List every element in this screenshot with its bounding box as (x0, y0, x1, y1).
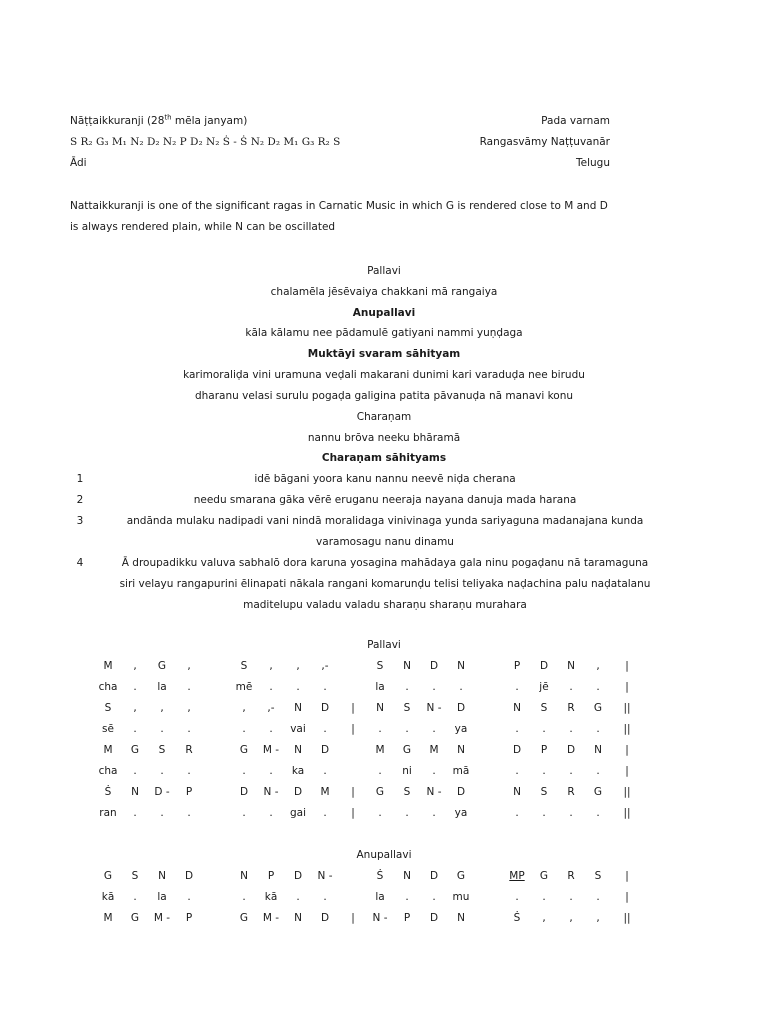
notation-cell: . (378, 723, 382, 735)
notation-cell: . (160, 765, 164, 777)
notation-cell: . (242, 807, 246, 819)
notation-cell: , (160, 702, 164, 714)
notation-cell: M (429, 744, 439, 756)
notation-cell: N (294, 912, 302, 924)
notation-cell: N (594, 744, 602, 756)
sahityam-line: needu smarana gāka vērē eruganu neeraja nayana danuja mada harana (193, 494, 577, 506)
notation-cell: . (569, 723, 573, 735)
notation-cell: sē (102, 723, 114, 735)
notation-cell: | (625, 681, 629, 693)
notation-cell: . (596, 681, 600, 693)
notation-cell: . (542, 765, 546, 777)
notation-cell: , (187, 702, 191, 714)
sahityam-number: 4 (76, 557, 84, 569)
lyric-line: Charaṇam (356, 411, 412, 423)
notation-cell: G (130, 744, 140, 756)
notation-cell: G (239, 744, 249, 756)
notation-cell: G (456, 870, 466, 882)
notation-cell: R (185, 744, 193, 756)
notation-cell: la (375, 681, 385, 693)
notation-cell: S (540, 702, 548, 714)
lyric-line: kāla kālamu nee pādamulē gatiyani nammi yuṇḍaga (245, 327, 523, 339)
notation-cell: . (432, 891, 436, 903)
notation-cell: N (240, 870, 248, 882)
notation-cell: . (323, 891, 327, 903)
notation-cell: G (103, 870, 113, 882)
sahityam-number: 2 (76, 494, 84, 506)
notation-cell: . (405, 891, 409, 903)
raga-scale: S R₂ G₃ M₁ N₂ D₂ N₂ P D₂ N₂ Ṡ - Ṡ N₂ D₂ M₁ G₃ R₂ S (70, 136, 341, 148)
notation-cell: R (567, 786, 575, 798)
notation-cell: | (351, 807, 355, 819)
notation-cell: . (569, 807, 573, 819)
notation-cell: . (160, 807, 164, 819)
lyric-line: Pallavi (367, 265, 401, 277)
notation-cell: cha (98, 681, 118, 693)
notation-cell: . (187, 891, 191, 903)
notation-cell: Ṡ (376, 870, 384, 882)
notation-cell: M (103, 744, 113, 756)
notation-cell: G (402, 744, 412, 756)
notation-cell: S (240, 660, 248, 672)
notation-cell: S (403, 786, 411, 798)
notation-cell: ran (99, 807, 117, 819)
notation-cell: G (375, 786, 385, 798)
notation-cell: || (623, 702, 631, 714)
notation-cell: . (187, 681, 191, 693)
notation-cell: . (296, 891, 300, 903)
notation-cell: . (269, 681, 273, 693)
notation-cell: . (542, 723, 546, 735)
notation-cell: la (375, 891, 385, 903)
notation-cell: . (133, 681, 137, 693)
raga-title-sup: th (164, 113, 172, 122)
notation-cell: . (432, 681, 436, 693)
notation-cell: D (239, 786, 249, 798)
notation-cell: D (456, 702, 466, 714)
lyric-line: Muktāyi svaram sāhityam (307, 348, 461, 360)
raga-title (70, 114, 247, 128)
notation-cell: N (513, 786, 521, 798)
notation-cell: . (269, 723, 273, 735)
notation-cell: D (456, 786, 466, 798)
notation-cell: vai (290, 723, 306, 735)
notation-cell: | (351, 786, 355, 798)
notation-cell: . (569, 681, 573, 693)
notation-cell: G (539, 870, 549, 882)
notation-cell: D - (154, 786, 170, 798)
sahityam-number: 3 (76, 515, 84, 527)
lyric-line: dharanu velasi surulu pogaḍa galigina patita pāvanuḍa nā manavi konu (194, 390, 574, 402)
notation-cell: N - (372, 912, 388, 924)
raga-title-rest: mēla janyam) (171, 115, 248, 127)
notation-cell: . (133, 807, 137, 819)
notation-cell: . (542, 807, 546, 819)
notation-cell: D (320, 744, 330, 756)
sahityam-line: Ā droupadikku valuva sabhalō dora karuna yosagina mahādaya gala ninu pogaḍanu nā taramaguna (121, 557, 649, 569)
notation-cell: . (432, 807, 436, 819)
notation-cell: M - (262, 744, 280, 756)
notation-cell: . (242, 723, 246, 735)
sahityam-line: siri velayu rangapurini ēlinapati nākala rangani komarunḍu telisi teliyaka naḍachina palu naḍatalanu (119, 578, 651, 590)
notation-cell: . (596, 807, 600, 819)
notation-cell: G (239, 912, 249, 924)
notation-cell: , (133, 702, 137, 714)
notation-cell: , (133, 660, 137, 672)
notation-cell: P (540, 744, 548, 756)
notation-cell: . (515, 807, 519, 819)
notation-cell: D (566, 744, 576, 756)
notation-cell: D (429, 660, 439, 672)
notation-cell: || (623, 807, 631, 819)
notation-cell: Ṡ (104, 786, 112, 798)
sahityam-line: andānda mulaku nadipadi vani nindā moralidaga vinivinaga yunda sariyaguna madanajana kunda (126, 515, 644, 527)
notation-cell: G (593, 702, 603, 714)
notation-cell: G (593, 786, 603, 798)
notation-cell: . (378, 807, 382, 819)
notation-cell: . (242, 891, 246, 903)
notation-cell: N (513, 702, 521, 714)
notation-cell: mu (452, 891, 470, 903)
notation-cell: . (296, 681, 300, 693)
notation-cell: MP (509, 870, 525, 882)
notation-cell: S (131, 870, 139, 882)
notation-cell: D (429, 870, 439, 882)
notation-anupallavi-heading: Anupallavi (356, 849, 412, 861)
notation-cell: kā (101, 891, 115, 903)
language-label: Telugu (576, 157, 610, 169)
notation-cell: ya (454, 723, 468, 735)
notation-cell: . (596, 891, 600, 903)
notation-cell: D (512, 744, 522, 756)
notation-cell: ni (402, 765, 412, 777)
notation-cell: R (567, 870, 575, 882)
notation-cell: N (457, 660, 465, 672)
notation-cell: . (323, 723, 327, 735)
notation-cell: || (623, 912, 631, 924)
lyric-line: Anupallavi (352, 307, 416, 319)
notation-cell: M (103, 912, 113, 924)
notation-cell: S (158, 744, 166, 756)
notation-cell: . (542, 891, 546, 903)
notation-cell: | (625, 870, 629, 882)
notation-cell: | (351, 702, 355, 714)
notation-cell: la (157, 891, 167, 903)
notation-cell: . (515, 723, 519, 735)
notation-cell: | (351, 912, 355, 924)
notation-cell: | (625, 660, 629, 672)
notation-cell: . (405, 807, 409, 819)
lyric-line: nannu brōva neeku bhāramā (307, 432, 461, 444)
notation-cell: M - (262, 912, 280, 924)
notation-cell: D (320, 912, 330, 924)
notation-cell: . (269, 807, 273, 819)
notation-cell: N - (426, 702, 442, 714)
notation-cell: N - (426, 786, 442, 798)
notation-cell: M (375, 744, 385, 756)
notation-cell: . (187, 765, 191, 777)
notation-cell: . (133, 723, 137, 735)
notation-cell: G (157, 660, 167, 672)
notation-cell: S (403, 702, 411, 714)
notation-cell: . (596, 723, 600, 735)
notation-cell: || (623, 786, 631, 798)
notation-cell: la (157, 681, 167, 693)
notation-cell: P (267, 870, 275, 882)
notation-cell: mē (235, 681, 253, 693)
notation-cell: . (378, 765, 382, 777)
notation-cell: D (184, 870, 194, 882)
notation-cell: | (351, 723, 355, 735)
notation-cell: G (130, 912, 140, 924)
sahityam-line: idē bāgani yoora kanu nannu neevē niḍa cherana (254, 473, 516, 485)
notation-cell: | (625, 744, 629, 756)
notation-cell: . (432, 765, 436, 777)
notation-cell: . (323, 807, 327, 819)
notation-cell: N - (263, 786, 279, 798)
notation-cell: . (187, 723, 191, 735)
notation-cell: | (625, 765, 629, 777)
composer-name: Rangasvāmy Naṭṭuvanār (479, 136, 610, 148)
notation-cell: , (542, 912, 546, 924)
notation-cell: . (133, 891, 137, 903)
tala-label: Ādi (70, 157, 87, 169)
notation-cell: N (457, 744, 465, 756)
sahityam-line: varamosagu nanu dinamu (316, 536, 454, 548)
notation-cell: . (459, 681, 463, 693)
notation-pallavi-heading: Pallavi (367, 639, 401, 651)
notation-cell: N (403, 870, 411, 882)
notation-cell: ,- (321, 660, 329, 672)
notation-cell: jē (539, 681, 549, 693)
notation-cell: N - (317, 870, 333, 882)
notation-cell: , (569, 912, 573, 924)
notation-cell: N (457, 912, 465, 924)
raga-title-text: Nāṭṭaikkuranji (28 (70, 115, 165, 127)
notation-cell: M (320, 786, 330, 798)
notation-cell: , (242, 702, 246, 714)
notation-cell: N (131, 786, 139, 798)
notation-cell: S (104, 702, 112, 714)
notation-cell: . (515, 765, 519, 777)
notation-cell: N (294, 744, 302, 756)
notation-cell: || (623, 723, 631, 735)
notation-cell: . (405, 681, 409, 693)
notation-cell: D (293, 870, 303, 882)
notation-cell: N (567, 660, 575, 672)
notation-cell: S (376, 660, 384, 672)
notation-cell: S (594, 870, 602, 882)
notation-cell: ka (291, 765, 305, 777)
notation-cell: ya (454, 807, 468, 819)
notation-cell: D (320, 702, 330, 714)
notation-cell: . (569, 765, 573, 777)
notation-cell: . (242, 765, 246, 777)
composition-form: Pada varnam (541, 115, 610, 127)
notation-cell: . (405, 723, 409, 735)
lyric-line: karimoraliḍa vini uramuna veḍali makarani dunimi kari varaduḍa nee birudu (183, 369, 585, 381)
sahityam-number: 1 (76, 473, 84, 485)
notation-cell: ,- (267, 702, 275, 714)
notation-cell: R (567, 702, 575, 714)
notation-cell: P (185, 786, 193, 798)
notation-cell: . (515, 681, 519, 693)
notation-cell: cha (98, 765, 118, 777)
notation-cell: S (540, 786, 548, 798)
notation-cell: D (539, 660, 549, 672)
notation-cell: | (625, 891, 629, 903)
notation-cell: . (187, 807, 191, 819)
notation-cell: . (596, 765, 600, 777)
notation-cell: , (296, 660, 300, 672)
notation-cell: M - (153, 912, 171, 924)
notation-cell: , (596, 660, 600, 672)
notation-cell: . (323, 765, 327, 777)
notation-cell: . (432, 723, 436, 735)
lyric-line: chalamēla jēsēvaiya chakkani mā rangaiya (270, 286, 498, 298)
notation-cell: M (103, 660, 113, 672)
notation-cell: , (269, 660, 273, 672)
notation-cell: P (403, 912, 411, 924)
notation-cell: N (403, 660, 411, 672)
notation-cell: . (269, 765, 273, 777)
lyric-line: Charaṇam sāhityams (321, 452, 447, 464)
intro-paragraph: Nattaikkuranji is one of the significant ragas in Carnatic Music in which G is rendered close to M and D is always rendered plain, while N can be oscillated (70, 200, 608, 233)
notation-cell: kā (264, 891, 278, 903)
notation-cell: N (158, 870, 166, 882)
notation-cell: , (187, 660, 191, 672)
notation-cell: D (429, 912, 439, 924)
notation-cell: . (515, 891, 519, 903)
notation-cell: gai (289, 807, 307, 819)
notation-cell: . (160, 723, 164, 735)
notation-cell: Ṡ (513, 912, 521, 924)
sahityam-line: maditelupu valadu valadu sharaṇu sharaṇu murahara (243, 599, 527, 611)
notation-cell: . (569, 891, 573, 903)
notation-cell: . (133, 765, 137, 777)
notation-cell: P (513, 660, 521, 672)
notation-cell: P (185, 912, 193, 924)
notation-cell: , (596, 912, 600, 924)
notation-cell: D (293, 786, 303, 798)
notation-cell: mā (452, 765, 470, 777)
notation-cell: N (294, 702, 302, 714)
notation-cell: N (376, 702, 384, 714)
notation-cell: . (323, 681, 327, 693)
